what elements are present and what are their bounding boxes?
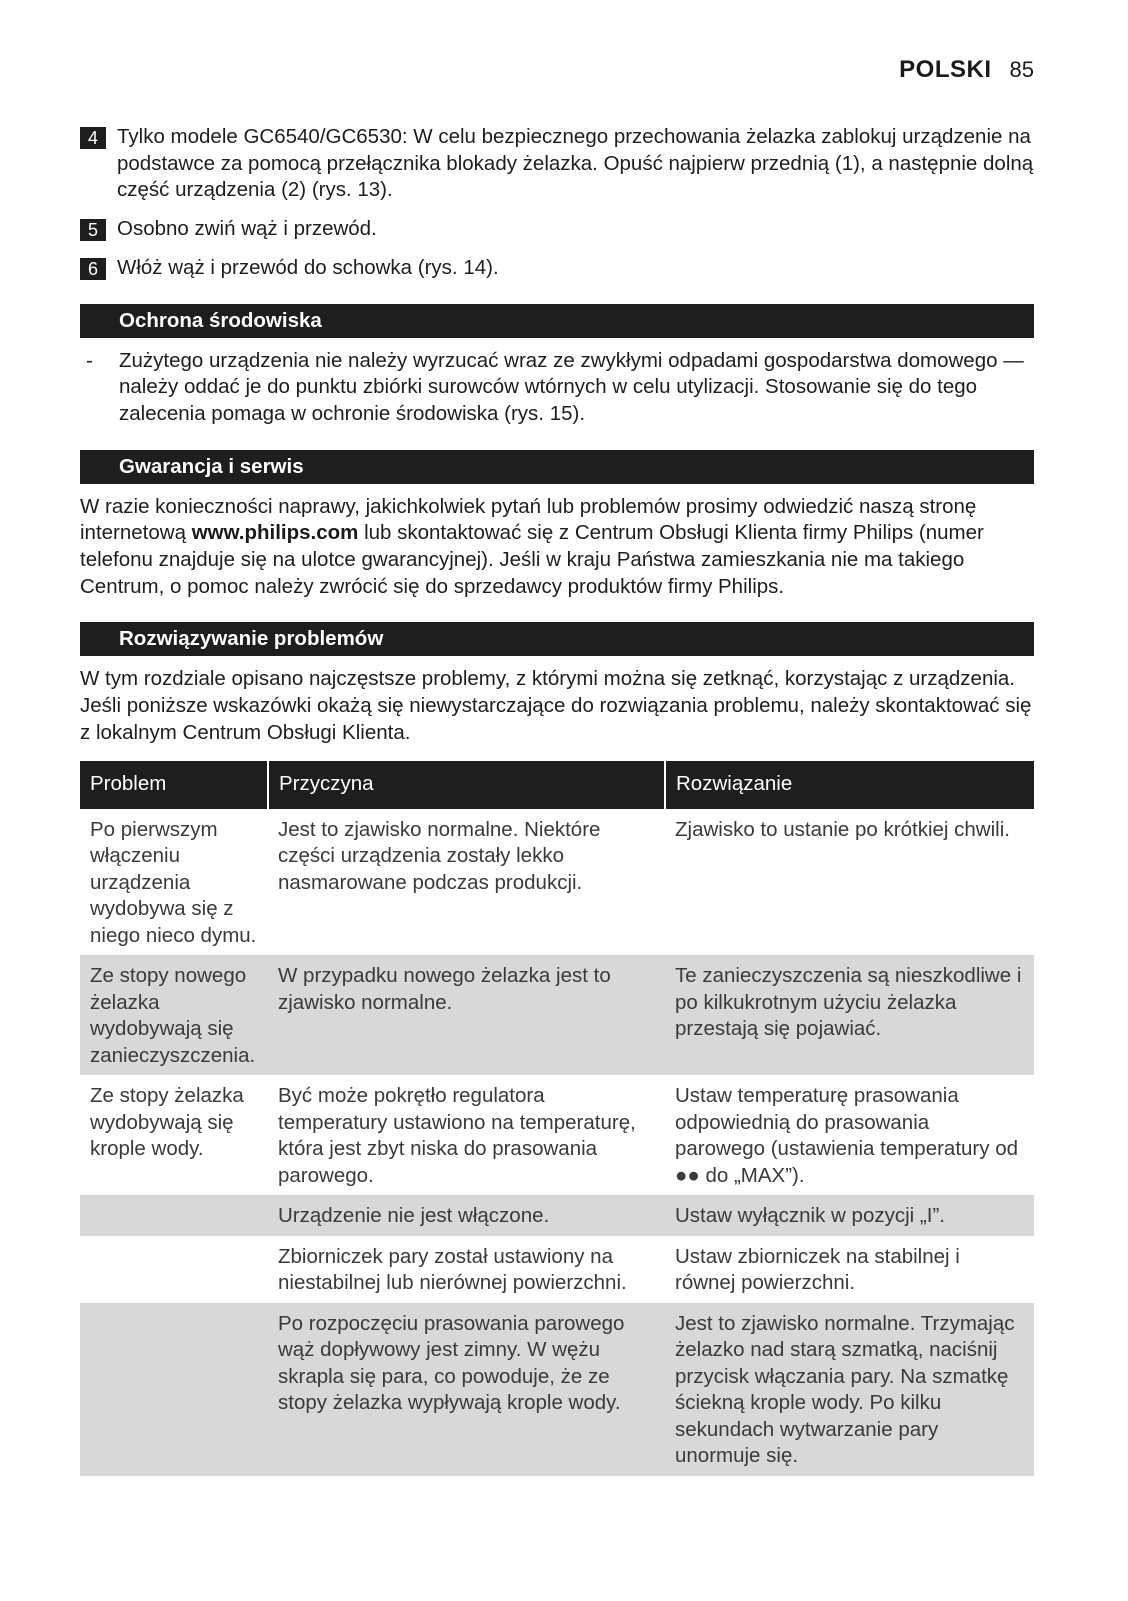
column-header-problem: Problem xyxy=(80,761,268,809)
warranty-text-before: W razie konieczności naprawy, jakichkolwiek pytań lub problemów prosimy odwiedzić naszą stronę internetową xyxy=(80,494,977,545)
troubleshooting-table xyxy=(80,761,1034,1476)
table-row xyxy=(80,955,1034,1075)
cell-cause: Zbiorniczek pary został ustawiony na niestabilnej lub nierównej powierzchni. xyxy=(278,1244,627,1295)
cell-cause: W przypadku nowego żelazka jest to zjawisko normalne. xyxy=(268,955,665,1075)
cell-problem: Ze stopy nowego żelazka wydobywają się zanieczyszczenia. xyxy=(80,955,268,1075)
language-label: POLSKI xyxy=(899,56,992,83)
cell-cause: Jest to zjawisko normalne. Niektóre części urządzenia zostały lekko nasmarowane podczas produkcji. xyxy=(278,817,601,894)
step-4 xyxy=(80,124,1034,204)
environment-bullet xyxy=(80,348,1034,428)
step-text: Tylko modele GC6540/GC6530: W celu bezpiecznego przechowania żelazka zablokuj urządzenie na podstawce za pomocą przełącznika blokady żelazka. Opuść najpierw przednią (1), a następnie dolną część urządzenia (2) (rys. 13). xyxy=(117,125,1034,202)
page-content xyxy=(80,124,1034,1476)
step-text: Włóż wąż i przewód do schowka (rys. 14). xyxy=(117,255,499,279)
website-link[interactable]: www.philips.com xyxy=(191,521,359,545)
warranty-paragraph xyxy=(80,494,1034,601)
cell-cause: Urządzenie nie jest włączone. xyxy=(268,1195,665,1236)
cell-problem xyxy=(80,1303,268,1476)
troubleshooting-intro: W tym rozdziale opisano najczęstsze problemy, z którymi można się zetknąć, korzystając z urządzenia. Jeśli poniższe wskazówki okażą się niewystarczające do rozwiązania problemu, należy skontaktować się z lokalnym Centrum Obsługi Klienta. xyxy=(80,667,1032,744)
cell-solution: Jest to zjawisko normalne. Trzymając żelazko nad starą szmatką, naciśnij przycisk włączania pary. Na szmatkę ściekną krople wody. Po kilku sekundach wytwarzanie pary unormuje się. xyxy=(665,1303,1034,1476)
cell-problem xyxy=(80,1236,268,1303)
warranty-text-after: lub skontaktować się z Centrum Obsługi Klienta firmy Philips (numer telefonu znajduje się na ulotce gwarancyjnej). Jeśli w kraju Państwa zamieszkania nie ma takiego Centrum, o pomoc należy zwrócić się do sprzedawcy produktów firmy Philips. xyxy=(80,521,984,598)
table-row xyxy=(80,1236,1034,1303)
table-row xyxy=(80,1195,1034,1236)
step-5 xyxy=(80,216,1034,243)
cell-solution: Ustaw zbiorniczek na stabilnej i równej powierzchni. xyxy=(675,1244,960,1295)
cell-solution: Te zanieczyszczenia są nieszkodliwe i po kilkukrotnym użyciu żelazka przestają się pojawiać. xyxy=(665,955,1034,1075)
cell-problem xyxy=(80,1195,268,1236)
step-number-badge: 6 xyxy=(80,258,106,280)
page-number: 85 xyxy=(1009,57,1034,82)
table-header-row xyxy=(80,761,1034,809)
column-header-cause: Przyczyna xyxy=(268,761,665,809)
step-number-badge: 4 xyxy=(80,127,106,149)
cell-problem: Po pierwszym włączeniu urządzenia wydobywa się z niego nieco dymu. xyxy=(90,817,257,947)
cell-solution: Ustaw wyłącznik w pozycji „I”. xyxy=(665,1195,1034,1236)
environment-text: Zużytego urządzenia nie należy wyrzucać wraz ze zwykłymi odpadami gospodarstwa domowego — należy oddać je do punktu zbiórki surowców wtórnych w celu utylizacji. Stosowanie się do tego zalecenia pomaga w ochronie środowiska (rys. 15). xyxy=(119,348,1024,425)
section-heading-environment: Ochrona środowiska xyxy=(80,304,1034,338)
step-6 xyxy=(80,255,1034,282)
step-text: Osobno zwiń wąż i przewód. xyxy=(117,217,377,241)
cell-cause: Po rozpoczęciu prasowania parowego wąż dopływowy jest zimny. W wężu skrapla się para, co powoduje, że ze stopy żelazka wypływają krople wody. xyxy=(268,1303,665,1476)
table-row xyxy=(80,809,1034,956)
step-number-badge: 5 xyxy=(80,219,106,241)
column-header-solution: Rozwiązanie xyxy=(665,761,1034,809)
section-heading-warranty: Gwarancja i serwis xyxy=(80,450,1034,484)
table-row xyxy=(80,1303,1034,1476)
cell-problem: Ze stopy żelazka wydobywają się krople wody. xyxy=(90,1084,244,1161)
page-header xyxy=(899,56,1034,84)
section-heading-troubleshooting: Rozwiązywanie problemów xyxy=(80,622,1034,656)
cell-cause: Być może pokrętło regulatora temperatury ustawiono na temperaturę, która jest zbyt niska do prasowania parowego. xyxy=(278,1084,636,1187)
bullet-dash: - xyxy=(86,348,93,372)
table-row xyxy=(80,1075,1034,1195)
cell-solution: Zjawisko to ustanie po krótkiej chwili. xyxy=(675,817,1010,841)
cell-solution: Ustaw temperaturę prasowania odpowiednią do prasowania parowego (ustawienia temperatury od ●● do „MAX”). xyxy=(675,1084,1018,1187)
